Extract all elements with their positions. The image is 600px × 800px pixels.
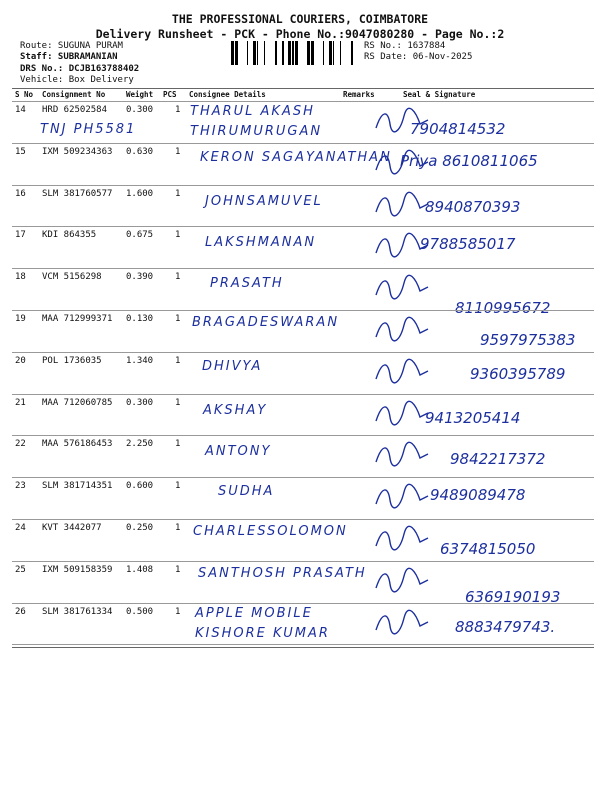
cell-pcs: 1 bbox=[175, 523, 181, 533]
handwritten-phone: 9489089478 bbox=[430, 486, 526, 505]
cell-pcs: 1 bbox=[175, 188, 181, 199]
cell-weight: 1.408 bbox=[126, 564, 154, 575]
handwritten-consignee-name: DHIVYA bbox=[202, 358, 263, 374]
company-title: THE PROFESSIONAL COURIERS, COIMBATORE bbox=[171, 12, 429, 26]
handwritten-consignee-name: LAKSHMANAN bbox=[205, 235, 317, 251]
cell-consignment: SLM 381761334 bbox=[42, 606, 113, 617]
cell-sno: 26 bbox=[15, 606, 26, 617]
cell-weight: 0.390 bbox=[126, 272, 154, 283]
col-seal-header: Seal & Signature bbox=[403, 90, 476, 99]
handwritten-consignee-name: CHARLESSOLOMON bbox=[193, 524, 348, 539]
barcode-bar bbox=[264, 41, 265, 65]
handwritten-consignee-name-line2: KISHORE KUMAR bbox=[195, 625, 330, 641]
barcode-bar bbox=[282, 41, 284, 65]
handwritten-consignee-name: SUDHA bbox=[218, 484, 275, 500]
table-row bbox=[12, 186, 594, 228]
signature-scribble bbox=[372, 566, 432, 596]
col-sno-header: S No bbox=[15, 90, 34, 99]
cell-sno: 18 bbox=[15, 272, 26, 283]
barcode-bar bbox=[340, 41, 341, 65]
cell-pcs: 1 bbox=[175, 439, 181, 450]
barcode-bar bbox=[329, 41, 332, 65]
handwritten-consignee-name: BRAGADESWARAN bbox=[192, 315, 340, 330]
table-row bbox=[12, 311, 594, 353]
cell-sno: 15 bbox=[15, 146, 26, 157]
cell-sno: 14 bbox=[15, 105, 26, 115]
handwritten-phone: 8110995672 bbox=[455, 299, 551, 318]
cell-sno: 23 bbox=[15, 481, 26, 492]
handwritten-phone: 9842217372 bbox=[450, 450, 546, 469]
handwritten-note: TNJ PH5581 bbox=[40, 122, 137, 137]
handwritten-consignee-name: ANTONY bbox=[205, 444, 272, 460]
handwritten-consignee-name: AKSHAY bbox=[203, 402, 268, 418]
cell-pcs: 1 bbox=[175, 230, 181, 241]
signature-scribble bbox=[372, 315, 432, 345]
signature-scribble bbox=[372, 482, 432, 512]
barcode-bar bbox=[292, 41, 294, 65]
handwritten-phone: 9597975383 bbox=[480, 331, 576, 349]
barcode-bar bbox=[247, 41, 248, 65]
handwritten-consignee-name: THARUL AKASH bbox=[190, 104, 315, 119]
cell-consignment: MAA 712060785 bbox=[42, 397, 113, 408]
col-remarks-header: Remarks bbox=[343, 90, 375, 99]
table-row bbox=[12, 520, 594, 562]
handwritten-phone: 9788585017 bbox=[420, 235, 516, 254]
signature-scribble bbox=[372, 524, 432, 554]
barcode-bar bbox=[231, 41, 234, 65]
cell-consignment: IXM 509158359 bbox=[42, 564, 113, 575]
barcode-bar bbox=[295, 41, 298, 65]
barcode-bar bbox=[275, 41, 277, 65]
rs-no-label: RS No.: 1637884 bbox=[364, 41, 446, 51]
runsheet-subtitle: Delivery Runsheet - PCK - Phone No.:9047080280 - Page No.:2 bbox=[95, 27, 505, 41]
cell-sno: 22 bbox=[15, 439, 26, 450]
col-consignment-header: Consignment No bbox=[42, 90, 106, 99]
cell-consignment: SLM 381760577 bbox=[42, 188, 113, 199]
col-weight-header: Weight bbox=[126, 90, 154, 99]
barcode-bar bbox=[323, 41, 324, 65]
cell-weight: 0.630 bbox=[126, 146, 154, 157]
cell-sno: 25 bbox=[15, 564, 26, 575]
rs-date-label: RS Date: 06-Nov-2025 bbox=[364, 52, 473, 62]
cell-weight: 0.300 bbox=[126, 105, 154, 115]
table-row bbox=[12, 604, 594, 646]
cell-sno: 21 bbox=[15, 397, 26, 408]
handwritten-phone: 6374815050 bbox=[440, 540, 536, 558]
cell-weight: 0.130 bbox=[126, 314, 154, 324]
cell-weight: 0.675 bbox=[126, 230, 154, 241]
cell-pcs: 1 bbox=[175, 314, 181, 324]
cell-pcs: 1 bbox=[175, 355, 181, 366]
handwritten-phone: 6369190193 bbox=[465, 587, 561, 606]
table-row bbox=[12, 478, 594, 520]
cell-pcs: 1 bbox=[175, 564, 181, 575]
cell-pcs: 1 bbox=[175, 146, 181, 157]
handwritten-consignee-name: JOHNSAMUVEL bbox=[205, 193, 323, 209]
drs-label: DRS No.: DCJB163788402 bbox=[20, 64, 140, 74]
cell-pcs: 1 bbox=[175, 397, 181, 408]
runsheet-table bbox=[12, 88, 594, 648]
handwritten-consignee-name: APPLE MOBILE bbox=[195, 605, 313, 621]
signature-scribble bbox=[372, 608, 432, 638]
table-row bbox=[12, 227, 594, 269]
cell-consignment: KVT 3442077 bbox=[42, 523, 102, 533]
barcode-bar bbox=[311, 41, 314, 65]
cell-weight: 1.600 bbox=[126, 188, 154, 199]
handwritten-consignee-name: PRASATH bbox=[210, 276, 284, 292]
cell-weight: 0.250 bbox=[126, 523, 154, 533]
barcode-bar bbox=[288, 41, 291, 65]
cell-consignment: VCM 5156298 bbox=[42, 272, 102, 283]
signature-scribble bbox=[372, 190, 432, 220]
handwritten-phone: 8940870393 bbox=[425, 197, 521, 216]
cell-consignment: KDI 864355 bbox=[42, 230, 97, 241]
route-label: Route: SUGUNA PURAM bbox=[20, 41, 123, 51]
barcode-bar bbox=[333, 41, 334, 65]
barcode-bar bbox=[257, 41, 258, 65]
table-row bbox=[12, 102, 594, 144]
barcode-bar bbox=[253, 41, 256, 65]
cell-pcs: 1 bbox=[175, 272, 181, 283]
table-row bbox=[12, 269, 594, 318]
col-details-header: Consignee Details bbox=[189, 90, 266, 99]
barcode-image bbox=[231, 41, 360, 69]
table-row bbox=[12, 353, 594, 395]
cell-consignment: SLM 381714351 bbox=[42, 481, 113, 492]
handwritten-phone: 9413205414 bbox=[425, 408, 521, 427]
cell-sno: 19 bbox=[15, 314, 26, 324]
cell-weight: 0.600 bbox=[126, 481, 154, 492]
handwritten-phone: 9360395789 bbox=[470, 364, 566, 383]
cell-pcs: 1 bbox=[175, 105, 181, 115]
cell-consignment: MAA 712999371 bbox=[42, 314, 113, 324]
signature-scribble bbox=[372, 399, 432, 429]
handwritten-consignee-name-line2: THIRUMURUGAN bbox=[190, 124, 323, 139]
cell-sno: 24 bbox=[15, 523, 26, 533]
col-pcs-header: PCS bbox=[163, 90, 177, 99]
cell-sno: 20 bbox=[15, 355, 26, 366]
staff-label: Staff: SUBRAMANIAN bbox=[20, 52, 118, 62]
cell-weight: 2.250 bbox=[126, 439, 154, 450]
handwritten-consignee-name: KERON SAGAYANATHAN bbox=[200, 149, 392, 165]
cell-pcs: 1 bbox=[175, 606, 181, 617]
vehicle-label: Vehicle: Box Delivery bbox=[20, 75, 134, 85]
cell-consignment: POL 1736035 bbox=[42, 355, 102, 366]
table-row bbox=[12, 436, 594, 478]
signature-scribble bbox=[372, 273, 432, 303]
cell-weight: 0.500 bbox=[126, 606, 154, 617]
table-row bbox=[12, 562, 594, 604]
signature-scribble bbox=[372, 440, 432, 470]
barcode-bar bbox=[235, 41, 238, 65]
handwritten-phone: Priya 8610811065 bbox=[400, 151, 538, 170]
cell-weight: 1.340 bbox=[126, 355, 154, 366]
cell-consignment: IXM 509234363 bbox=[42, 146, 113, 157]
handwritten-consignee-name: SANTHOSH PRASATH bbox=[198, 565, 367, 581]
barcode-bar bbox=[307, 41, 310, 65]
row-divider bbox=[12, 644, 594, 645]
table-row bbox=[12, 144, 594, 186]
table-row bbox=[12, 395, 594, 437]
cell-pcs: 1 bbox=[175, 481, 181, 492]
cell-weight: 0.300 bbox=[126, 397, 154, 408]
cell-consignment: HRD 62502584 bbox=[42, 105, 108, 115]
cell-consignment: MAA 576186453 bbox=[42, 439, 113, 450]
signature-scribble bbox=[372, 357, 432, 387]
cell-sno: 17 bbox=[15, 230, 26, 241]
handwritten-phone: 8883479743. bbox=[455, 617, 556, 636]
cell-sno: 16 bbox=[15, 188, 26, 199]
handwritten-phone: 7904814532 bbox=[410, 120, 506, 138]
barcode-bar bbox=[351, 41, 353, 65]
